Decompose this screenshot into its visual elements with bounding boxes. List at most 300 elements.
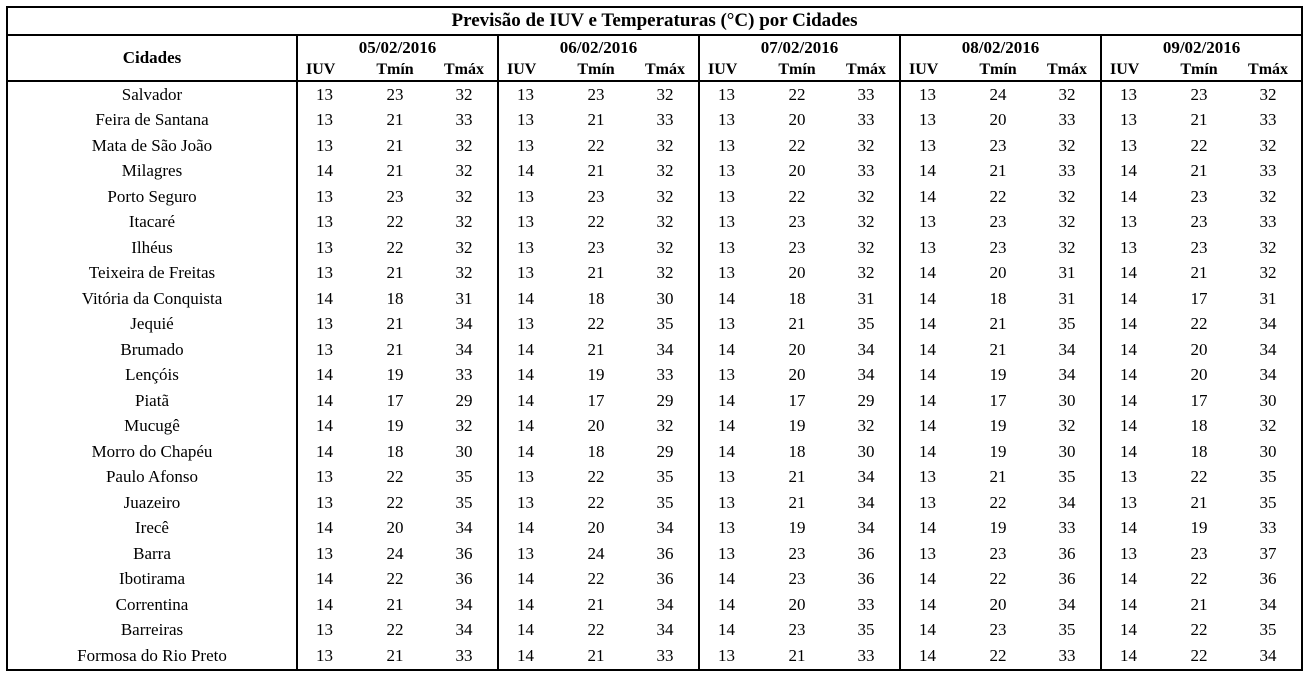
tmin-value: 24 xyxy=(587,543,605,563)
city-name: Barra xyxy=(7,541,297,567)
iuv-value: 14 xyxy=(900,184,962,210)
table-row xyxy=(7,567,1302,593)
tmax-value: 29 xyxy=(857,390,875,410)
tmax-value: 33 xyxy=(1058,110,1076,130)
tmin-value: 23 xyxy=(1190,212,1208,232)
iuv-value: 14 xyxy=(699,337,761,363)
tmax-value: 35 xyxy=(1058,620,1076,640)
tmax-value: 32 xyxy=(1058,237,1076,257)
tmax-value: 31 xyxy=(857,288,875,308)
tmin-value: 19 xyxy=(386,365,404,385)
tmin-value: 22 xyxy=(587,212,605,232)
table-row xyxy=(7,490,1302,516)
iuv-value: 13 xyxy=(699,108,761,134)
iuv-value: 14 xyxy=(900,286,962,312)
table-row xyxy=(7,312,1302,338)
tmax-value: 32 xyxy=(656,186,674,206)
tmax-value: 29 xyxy=(455,390,473,410)
iuv-value: 14 xyxy=(1101,592,1163,618)
tmin-value: 18 xyxy=(788,288,806,308)
table-row xyxy=(7,439,1302,465)
tmin-value: 21 xyxy=(1190,263,1208,283)
tmin-value: 17 xyxy=(1190,288,1208,308)
tmax-value: 37 xyxy=(1259,543,1277,563)
iuv-value: 13 xyxy=(699,516,761,542)
subcolumn-header: Tmáx xyxy=(632,60,699,81)
iuv-value: 13 xyxy=(498,81,560,108)
tmax-value: 32 xyxy=(1058,84,1076,104)
iuv-value: 13 xyxy=(297,108,359,134)
cities-column-header: Cidades xyxy=(7,35,297,81)
city-name: Itacaré xyxy=(7,210,297,236)
iuv-value: 13 xyxy=(1101,133,1163,159)
tmax-value: 34 xyxy=(857,492,875,512)
iuv-value: 14 xyxy=(498,337,560,363)
subcolumn-header: Tmín xyxy=(359,60,431,81)
iuv-value: 13 xyxy=(900,465,962,491)
tmin-value: 23 xyxy=(788,212,806,232)
iuv-value: 13 xyxy=(297,541,359,567)
tmax-value: 32 xyxy=(455,212,473,232)
tmin-value: 21 xyxy=(989,314,1007,334)
tmax-value: 32 xyxy=(857,186,875,206)
tmin-value: 21 xyxy=(587,110,605,130)
city-name: Salvador xyxy=(7,81,297,108)
table-row xyxy=(7,388,1302,414)
iuv-value: 13 xyxy=(297,465,359,491)
iuv-value: 14 xyxy=(900,261,962,287)
tmin-value: 20 xyxy=(386,518,404,538)
tmin-value: 20 xyxy=(989,263,1007,283)
subcolumn-header: IUV xyxy=(498,60,560,81)
tmax-value: 33 xyxy=(656,110,674,130)
tmin-value: 22 xyxy=(788,135,806,155)
iuv-value: 13 xyxy=(699,465,761,491)
table-row xyxy=(7,516,1302,542)
tmax-value: 32 xyxy=(1058,135,1076,155)
iuv-value: 14 xyxy=(498,414,560,440)
city-name: Piatã xyxy=(7,388,297,414)
tmax-value: 32 xyxy=(1259,84,1277,104)
iuv-value: 14 xyxy=(498,618,560,644)
subcolumn-header: Tmín xyxy=(1163,60,1235,81)
iuv-value: 14 xyxy=(1101,159,1163,185)
tmax-value: 35 xyxy=(656,467,674,487)
tmax-value: 32 xyxy=(1259,416,1277,436)
tmin-value: 22 xyxy=(788,84,806,104)
iuv-value: 13 xyxy=(1101,235,1163,261)
city-name: Teixeira de Freitas xyxy=(7,261,297,287)
tmin-value: 19 xyxy=(587,365,605,385)
tmin-value: 21 xyxy=(788,467,806,487)
tmax-value: 33 xyxy=(1259,212,1277,232)
tmin-value: 22 xyxy=(1190,569,1208,589)
iuv-value: 14 xyxy=(1101,261,1163,287)
tmax-value: 32 xyxy=(1058,186,1076,206)
tmin-value: 21 xyxy=(1190,110,1208,130)
tmax-value: 35 xyxy=(1058,314,1076,334)
iuv-value: 13 xyxy=(699,159,761,185)
forecast-table xyxy=(6,6,1303,671)
city-name: Vitória da Conquista xyxy=(7,286,297,312)
subcolumn-header: IUV xyxy=(297,60,359,81)
tmin-value: 23 xyxy=(989,237,1007,257)
iuv-value: 13 xyxy=(498,210,560,236)
tmin-value: 22 xyxy=(1190,467,1208,487)
city-name: Ibotirama xyxy=(7,567,297,593)
tmax-value: 33 xyxy=(857,84,875,104)
iuv-value: 13 xyxy=(699,81,761,108)
iuv-value: 13 xyxy=(900,108,962,134)
date-header: 05/02/2016 xyxy=(297,35,498,60)
iuv-value: 14 xyxy=(900,363,962,389)
iuv-value: 13 xyxy=(1101,465,1163,491)
tmax-value: 32 xyxy=(857,135,875,155)
iuv-value: 14 xyxy=(699,618,761,644)
tmax-value: 32 xyxy=(656,161,674,181)
iuv-value: 13 xyxy=(297,235,359,261)
city-name: Juazeiro xyxy=(7,490,297,516)
iuv-value: 13 xyxy=(297,312,359,338)
tmin-value: 23 xyxy=(788,237,806,257)
tmax-value: 36 xyxy=(455,569,473,589)
tmax-value: 29 xyxy=(656,441,674,461)
date-header-row xyxy=(7,35,1302,60)
iuv-value: 14 xyxy=(1101,618,1163,644)
tmax-value: 36 xyxy=(857,543,875,563)
tmax-value: 33 xyxy=(656,645,674,665)
subcolumn-header: IUV xyxy=(699,60,761,81)
iuv-value: 14 xyxy=(1101,414,1163,440)
iuv-value: 14 xyxy=(900,414,962,440)
tmin-value: 22 xyxy=(587,135,605,155)
tmin-value: 21 xyxy=(989,161,1007,181)
tmin-value: 18 xyxy=(1190,441,1208,461)
tmin-value: 19 xyxy=(788,518,806,538)
iuv-value: 13 xyxy=(297,210,359,236)
subcolumn-header: Tmín xyxy=(761,60,833,81)
iuv-value: 14 xyxy=(1101,312,1163,338)
iuv-value: 14 xyxy=(699,414,761,440)
tmin-value: 21 xyxy=(587,645,605,665)
tmax-value: 30 xyxy=(857,441,875,461)
iuv-value: 14 xyxy=(900,337,962,363)
city-name: Mucugê xyxy=(7,414,297,440)
tmin-value: 22 xyxy=(386,620,404,640)
city-name: Barreiras xyxy=(7,618,297,644)
tmax-value: 35 xyxy=(1259,492,1277,512)
tmax-value: 34 xyxy=(455,594,473,614)
tmax-value: 35 xyxy=(1259,620,1277,640)
tmax-value: 35 xyxy=(1259,467,1277,487)
tmin-value: 21 xyxy=(989,339,1007,359)
tmin-value: 20 xyxy=(989,594,1007,614)
tmin-value: 21 xyxy=(587,161,605,181)
tmin-value: 22 xyxy=(989,492,1007,512)
tmin-value: 24 xyxy=(989,84,1007,104)
tmin-value: 20 xyxy=(788,263,806,283)
tmax-value: 35 xyxy=(455,492,473,512)
tmax-value: 35 xyxy=(857,314,875,334)
tmax-value: 34 xyxy=(857,339,875,359)
iuv-value: 13 xyxy=(699,541,761,567)
iuv-value: 13 xyxy=(699,490,761,516)
table-row xyxy=(7,643,1302,670)
tmax-value: 34 xyxy=(656,339,674,359)
iuv-value: 13 xyxy=(699,210,761,236)
tmax-value: 36 xyxy=(1259,569,1277,589)
tmax-value: 30 xyxy=(455,441,473,461)
tmin-value: 22 xyxy=(587,569,605,589)
iuv-value: 14 xyxy=(1101,337,1163,363)
iuv-value: 13 xyxy=(297,618,359,644)
tmin-value: 17 xyxy=(989,390,1007,410)
iuv-value: 14 xyxy=(498,516,560,542)
tmax-value: 33 xyxy=(1259,110,1277,130)
tmin-value: 22 xyxy=(386,212,404,232)
tmax-value: 32 xyxy=(857,212,875,232)
iuv-value: 13 xyxy=(900,210,962,236)
tmax-value: 32 xyxy=(455,237,473,257)
table-row xyxy=(7,159,1302,185)
tmax-value: 34 xyxy=(1058,492,1076,512)
tmin-value: 21 xyxy=(386,110,404,130)
tmax-value: 32 xyxy=(1259,237,1277,257)
subcolumn-header: Tmín xyxy=(962,60,1034,81)
tmin-value: 19 xyxy=(1190,518,1208,538)
tmin-value: 18 xyxy=(788,441,806,461)
iuv-value: 14 xyxy=(1101,643,1163,670)
tmax-value: 32 xyxy=(857,416,875,436)
tmin-value: 20 xyxy=(1190,365,1208,385)
table-row xyxy=(7,133,1302,159)
tmax-value: 34 xyxy=(1259,594,1277,614)
city-name: Ilhéus xyxy=(7,235,297,261)
tmax-value: 32 xyxy=(1058,212,1076,232)
tmin-value: 18 xyxy=(1190,416,1208,436)
tmax-value: 29 xyxy=(656,390,674,410)
tmax-value: 32 xyxy=(857,263,875,283)
tmax-value: 34 xyxy=(857,467,875,487)
tmin-value: 20 xyxy=(788,594,806,614)
tmax-value: 34 xyxy=(455,620,473,640)
tmax-value: 32 xyxy=(455,135,473,155)
table-row xyxy=(7,81,1302,108)
iuv-value: 13 xyxy=(699,261,761,287)
iuv-value: 13 xyxy=(900,81,962,108)
table-row xyxy=(7,618,1302,644)
tmin-value: 19 xyxy=(989,518,1007,538)
tmax-value: 32 xyxy=(857,237,875,257)
iuv-value: 14 xyxy=(297,414,359,440)
tmin-value: 22 xyxy=(989,186,1007,206)
iuv-value: 13 xyxy=(297,337,359,363)
iuv-value: 13 xyxy=(498,108,560,134)
tmax-value: 36 xyxy=(656,569,674,589)
tmin-value: 23 xyxy=(989,620,1007,640)
table-row xyxy=(7,541,1302,567)
tmin-value: 22 xyxy=(587,467,605,487)
tmax-value: 33 xyxy=(656,365,674,385)
tmin-value: 21 xyxy=(386,594,404,614)
table-row xyxy=(7,210,1302,236)
tmin-value: 19 xyxy=(989,365,1007,385)
tmax-value: 32 xyxy=(455,416,473,436)
tmin-value: 22 xyxy=(386,569,404,589)
tmin-value: 21 xyxy=(1190,492,1208,512)
tmin-value: 24 xyxy=(386,543,404,563)
tmin-value: 23 xyxy=(788,569,806,589)
iuv-value: 14 xyxy=(699,286,761,312)
tmax-value: 32 xyxy=(1058,416,1076,436)
tmax-value: 34 xyxy=(1058,365,1076,385)
tmax-value: 36 xyxy=(656,543,674,563)
tmin-value: 20 xyxy=(989,110,1007,130)
tmax-value: 34 xyxy=(455,518,473,538)
tmin-value: 20 xyxy=(1190,339,1208,359)
iuv-value: 14 xyxy=(297,439,359,465)
table-title: Previsão de IUV e Temperaturas (°C) por Cidades xyxy=(7,7,1302,35)
tmin-value: 22 xyxy=(989,569,1007,589)
tmax-value: 33 xyxy=(455,110,473,130)
tmin-value: 17 xyxy=(788,390,806,410)
tmax-value: 36 xyxy=(1058,569,1076,589)
tmax-value: 33 xyxy=(857,645,875,665)
city-name: Lençóis xyxy=(7,363,297,389)
tmin-value: 23 xyxy=(1190,186,1208,206)
tmin-value: 22 xyxy=(386,237,404,257)
iuv-value: 14 xyxy=(1101,184,1163,210)
iuv-value: 14 xyxy=(900,516,962,542)
iuv-value: 14 xyxy=(297,567,359,593)
tmin-value: 21 xyxy=(386,339,404,359)
tmin-value: 20 xyxy=(788,339,806,359)
tmin-value: 23 xyxy=(788,543,806,563)
tmax-value: 34 xyxy=(1259,365,1277,385)
tmax-value: 36 xyxy=(857,569,875,589)
iuv-value: 13 xyxy=(900,541,962,567)
iuv-value: 13 xyxy=(1101,81,1163,108)
tmin-value: 18 xyxy=(587,288,605,308)
iuv-value: 13 xyxy=(699,312,761,338)
subcolumn-header: Tmáx xyxy=(431,60,498,81)
tmax-value: 32 xyxy=(1259,263,1277,283)
tmax-value: 34 xyxy=(1058,594,1076,614)
tmin-value: 22 xyxy=(1190,135,1208,155)
tmax-value: 34 xyxy=(455,339,473,359)
iuv-value: 13 xyxy=(297,184,359,210)
tmin-value: 21 xyxy=(1190,594,1208,614)
city-name: Mata de São João xyxy=(7,133,297,159)
iuv-value: 13 xyxy=(699,643,761,670)
city-name: Jequié xyxy=(7,312,297,338)
forecast-document xyxy=(6,6,1302,671)
tmax-value: 34 xyxy=(656,620,674,640)
tmin-value: 23 xyxy=(1190,543,1208,563)
city-name: Milagres xyxy=(7,159,297,185)
iuv-value: 14 xyxy=(900,592,962,618)
tmin-value: 18 xyxy=(587,441,605,461)
tmax-value: 36 xyxy=(455,543,473,563)
tmax-value: 36 xyxy=(1058,543,1076,563)
tmin-value: 21 xyxy=(386,135,404,155)
table-row xyxy=(7,108,1302,134)
table-row xyxy=(7,414,1302,440)
tmin-value: 22 xyxy=(587,492,605,512)
iuv-value: 14 xyxy=(297,516,359,542)
tmax-value: 33 xyxy=(857,161,875,181)
iuv-value: 14 xyxy=(1101,286,1163,312)
tmin-value: 17 xyxy=(1190,390,1208,410)
tmin-value: 17 xyxy=(587,390,605,410)
iuv-value: 14 xyxy=(498,363,560,389)
iuv-value: 13 xyxy=(498,261,560,287)
tmin-value: 20 xyxy=(587,518,605,538)
city-name: Brumado xyxy=(7,337,297,363)
tmax-value: 30 xyxy=(1058,441,1076,461)
tmin-value: 23 xyxy=(587,237,605,257)
iuv-value: 14 xyxy=(498,592,560,618)
tmax-value: 32 xyxy=(1259,135,1277,155)
city-name: Formosa do Rio Preto xyxy=(7,643,297,670)
table-row xyxy=(7,286,1302,312)
iuv-value: 13 xyxy=(699,363,761,389)
tmin-value: 21 xyxy=(587,339,605,359)
tmax-value: 32 xyxy=(455,161,473,181)
tmax-value: 31 xyxy=(455,288,473,308)
subcolumn-header: IUV xyxy=(900,60,962,81)
tmin-value: 17 xyxy=(386,390,404,410)
tmin-value: 19 xyxy=(386,416,404,436)
iuv-value: 13 xyxy=(1101,490,1163,516)
tmax-value: 32 xyxy=(656,237,674,257)
iuv-value: 13 xyxy=(297,490,359,516)
tmax-value: 34 xyxy=(1259,339,1277,359)
iuv-value: 14 xyxy=(1101,567,1163,593)
city-name: Irecê xyxy=(7,516,297,542)
iuv-value: 14 xyxy=(900,439,962,465)
tmax-value: 33 xyxy=(1058,645,1076,665)
iuv-value: 14 xyxy=(900,618,962,644)
city-name: Feira de Santana xyxy=(7,108,297,134)
tmin-value: 22 xyxy=(1190,620,1208,640)
tmax-value: 31 xyxy=(1058,288,1076,308)
tmax-value: 34 xyxy=(656,594,674,614)
date-header: 09/02/2016 xyxy=(1101,35,1302,60)
tmin-value: 23 xyxy=(1190,84,1208,104)
date-header: 07/02/2016 xyxy=(699,35,900,60)
tmax-value: 32 xyxy=(455,84,473,104)
tmax-value: 32 xyxy=(455,186,473,206)
tmax-value: 33 xyxy=(1058,518,1076,538)
iuv-value: 14 xyxy=(1101,439,1163,465)
tmin-value: 23 xyxy=(386,186,404,206)
tmin-value: 23 xyxy=(989,212,1007,232)
tmin-value: 23 xyxy=(587,84,605,104)
date-header: 08/02/2016 xyxy=(900,35,1101,60)
iuv-value: 14 xyxy=(900,388,962,414)
iuv-value: 14 xyxy=(297,592,359,618)
iuv-value: 14 xyxy=(699,567,761,593)
tmin-value: 22 xyxy=(1190,314,1208,334)
iuv-value: 13 xyxy=(1101,108,1163,134)
iuv-value: 13 xyxy=(498,235,560,261)
tmax-value: 30 xyxy=(656,288,674,308)
tmin-value: 21 xyxy=(386,161,404,181)
tmax-value: 31 xyxy=(1259,288,1277,308)
tmax-value: 35 xyxy=(455,467,473,487)
tmax-value: 31 xyxy=(1058,263,1076,283)
